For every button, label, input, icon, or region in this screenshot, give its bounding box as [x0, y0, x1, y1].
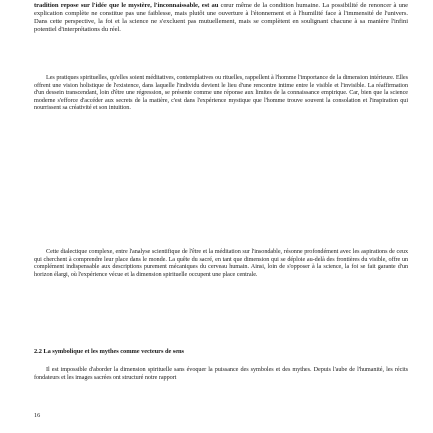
body-paragraph: Cette dialectique complexe, entre l'analyse scientifique de l'être et la méditation sur l'insondable, résonne profondément avec les aspirations de ceux qui cherchent à comprendre leur place dans le monde. La quête du sacré, en tant que dimension qui se déploie au-delà des frontières du visible, offre un complément indispensable aux descriptions purement mécaniques du cerveau humain. Ainsi, loin de s'opposer à la science, la foi se fait garante d'un horizon élargi, où l'expérience vécue et la dimension spirituelle occupent une place centrale.: [34, 248, 408, 278]
paragraph-first-line: tradition repose sur l'idée que le mystère, l'inconnaissable, est au: [34, 2, 219, 9]
section-heading: 2.2 La symbolique et les mythes comme vecteurs de sens: [34, 348, 184, 355]
continued-paragraph: [34, 2, 408, 34]
page-number: 16: [34, 412, 41, 419]
paragraph-continuation: cœur même de la condition humaine. La possibilité de renoncer à une explication complète ne constitue pas une faiblesse, mais plutôt une ouverture à l'étonnement et à l'humilité face à l'immensité de l'univers. Dans cette perspective, la foi et la science ne s'excluent pas mutuellement, mais se complètent en soulignant chacune à sa manière l'infini potentiel d'interprétations du réel.: [34, 2, 408, 33]
section-paragraph: Il est impossible d'aborder la dimension spirituelle sans évoquer la puissance des symboles et des mythes. Depuis l'aube de l'humanité, les récits fondateurs et les images sacrées ont structuré notre rapport: [34, 366, 408, 381]
body-paragraph: Les pratiques spirituelles, qu'elles soient méditatives, contemplatives ou rituelles, rappellent à l'homme l'importance de la dimension intérieure. Elles offrent une vision holistique de l'existence, dans laquelle l'individu devient le lieu d'une rencontre intime entre le visible et l'invisible. La réaffirmation d'un dessein transcendant, loin d'être une régression, se présente comme une réponse aux limites de la connaissance empirique. Car, bien que la science moderne s'efforce d'accéder aux secrets de la matière, c'est dans l'expérience mystique que l'homme trouve souvent la consolation et l'inspiration qui nourrissent sa créativité et son intuition.: [34, 74, 408, 112]
